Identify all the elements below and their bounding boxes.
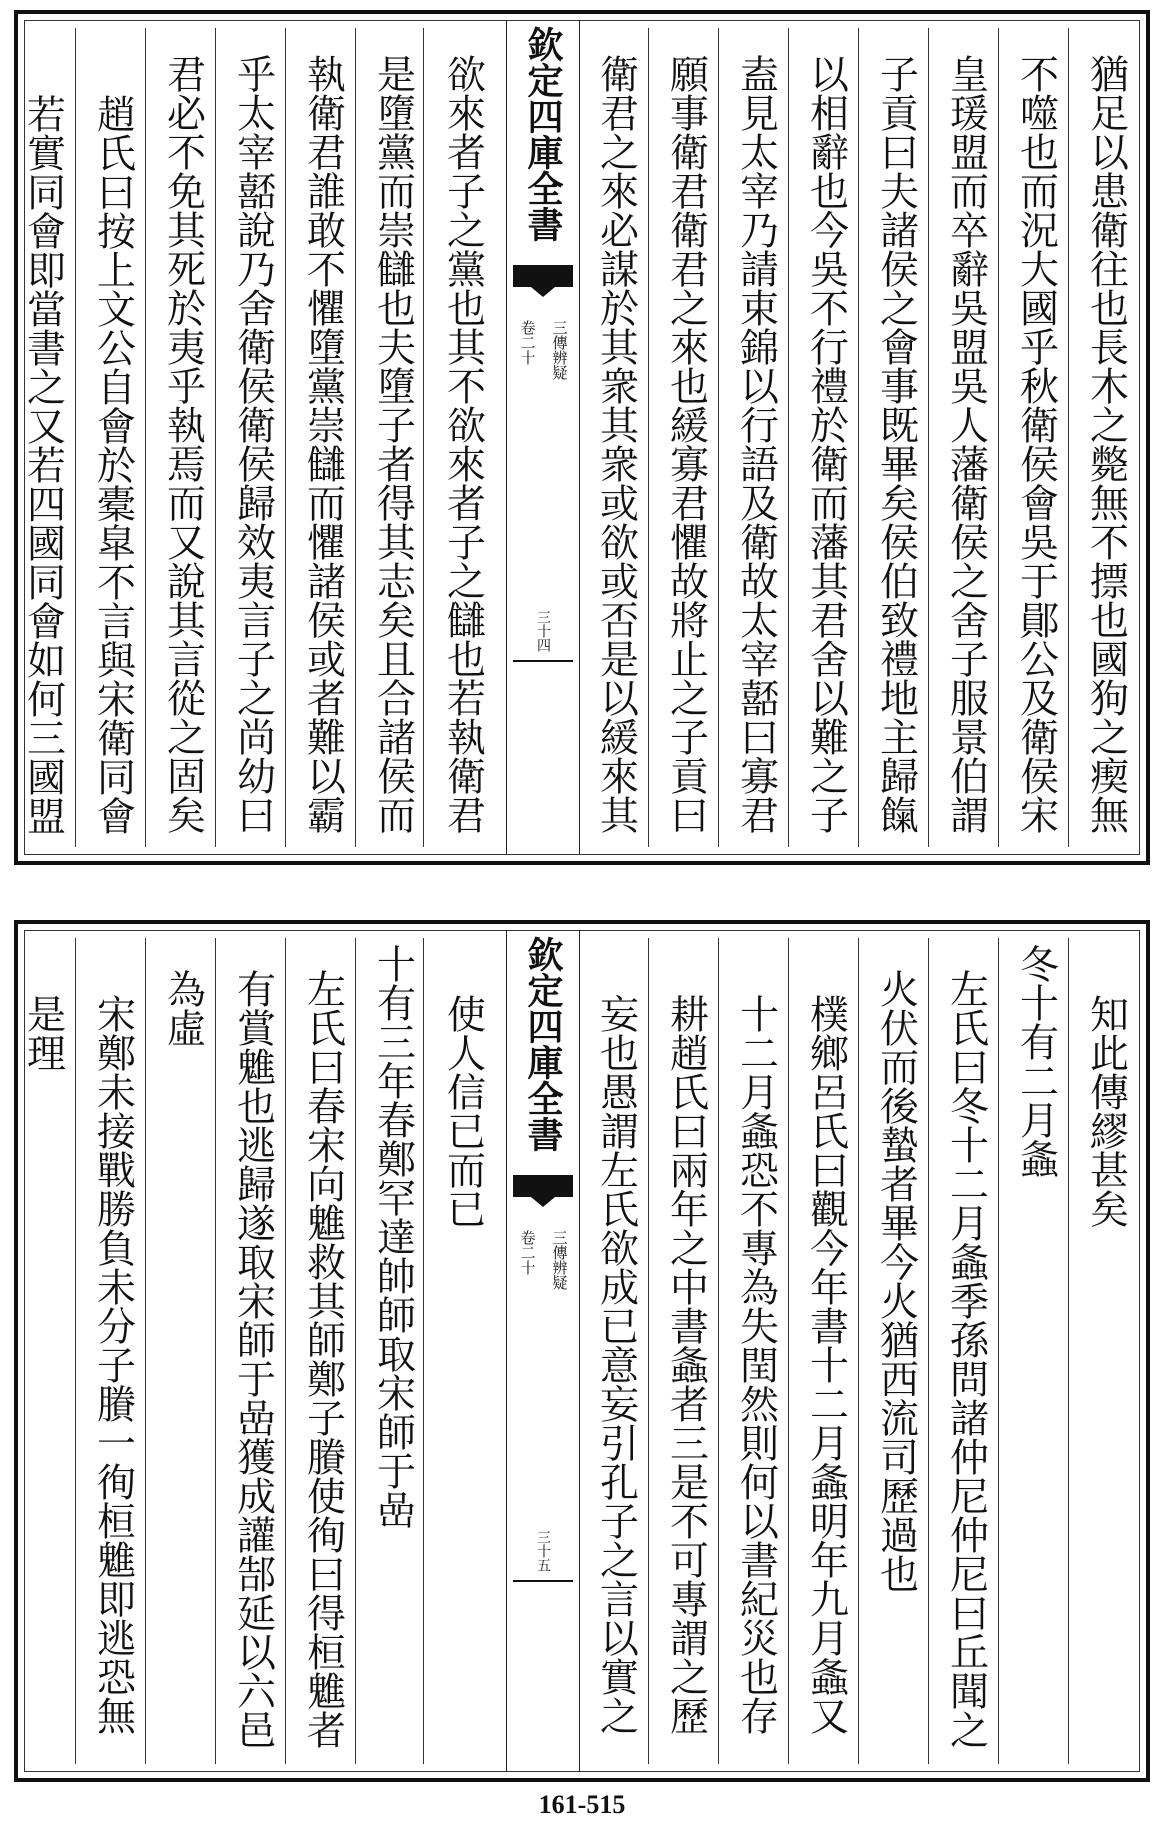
work-title: 三傳辨疑 (550, 1230, 569, 1290)
text-column: 是理 (20, 994, 66, 1072)
leaf-number: 三十四 (535, 610, 551, 652)
text-column: 欲來者子之黨也其不欲來者子之讎也若執衛君 (440, 54, 486, 834)
text-column: 是墮黨而崇讎也夫墮子者得其志矣且合諸侯而 (370, 54, 416, 834)
text-column: 君必不免其死於夷乎執焉而又說其言從之固矣 (160, 54, 206, 834)
text-column: 使人信已而已 (440, 994, 486, 1228)
text-column: 趙氏曰按上文公自會於橐皐不言與宋衛同會 (90, 94, 136, 835)
text-column: 為虛 (160, 969, 206, 1047)
work-title: 三傳辨疑 (550, 320, 569, 380)
chapter-label: 卷二十 (518, 320, 537, 365)
text-column: 火伏而後蟄者畢今火猶西流司歷過也 (873, 969, 919, 1593)
top-page-panel (14, 10, 1150, 865)
text-column: 十有三年春鄭罕達帥師取宋師于嵒 (370, 944, 416, 1529)
text-column: 有賞魋也逃歸遂取宋師于嵒獲成讙郜延以六邑 (230, 969, 276, 1749)
page-number: 161-515 (538, 1790, 626, 1819)
book-title: 欽定四庫全書 (522, 936, 564, 1152)
text-column: 宋鄭未接戰勝負未分子賸一徇桓魋即逃恐無 (90, 994, 136, 1735)
text-column: 猶足以患衛往也長木之斃無不摽也國狗之瘈無 (1083, 54, 1129, 834)
fishtail-lower (513, 1580, 573, 1592)
text-column: 左氏曰冬十二月螽季孫問諸仲尼仲尼曰丘聞之 (943, 969, 989, 1749)
text-column: 樸鄉呂氏曰觀今年書十二月螽明年九月螽又 (803, 994, 849, 1735)
text-column: 十二月螽恐不專為失閏然則何以書紀災也存 (733, 994, 779, 1735)
text-column: 冬十有二月螽 (1013, 944, 1059, 1178)
text-column: 執衛君誰敢不懼墮黨崇讎而懼諸侯或者難以霸 (300, 54, 346, 834)
text-column: 妄也愚謂左氏欲成已意妄引孔子之言以實之 (593, 994, 639, 1735)
center-gutter (506, 20, 580, 855)
book-title: 欽定四庫全書 (522, 26, 564, 242)
chapter-label: 卷二十 (518, 1230, 537, 1275)
text-column: 知此傳繆甚矣 (1083, 994, 1129, 1228)
text-column: 若實同會即當書之又若四國同會如何三國盟 (20, 94, 66, 835)
text-column: 左氏曰春宋向魋救其師鄭子賸使徇曰得桓魋者 (300, 969, 346, 1749)
text-column: 盍見太宰乃請束錦以行語及衛故太宰嚭曰寡君 (733, 54, 779, 834)
text-column: 子貢曰夫諸侯之會事既畢矣侯伯致禮地主歸餼 (873, 54, 919, 834)
center-gutter (506, 930, 580, 1772)
text-column: 以相辭也今吳不行禮於衛而藩其君舍以難之子 (803, 54, 849, 834)
text-column: 不噬也而況大國乎秋衛侯會吳于鄖公及衛侯宋 (1013, 54, 1059, 834)
text-column: 衛君之來必謀於其衆其衆或欲或否是以緩來其 (593, 54, 639, 834)
fishtail-upper (513, 265, 573, 287)
leaf-number: 三十五 (535, 1530, 551, 1572)
text-column: 皇瑗盟而卒辭吳盟吳人藩衛侯之舍子服景伯謂 (943, 54, 989, 834)
fishtail-upper (513, 1175, 573, 1197)
fishtail-lower (513, 660, 573, 672)
bottom-page-panel (14, 920, 1150, 1782)
text-column: 願事衛君衛君之來也緩寡君懼故將止之子貢曰 (663, 54, 709, 834)
text-column: 耕趙氏曰兩年之中書螽者三是不可專謂之歷 (663, 994, 709, 1735)
text-column: 乎太宰嚭說乃舍衛侯衛侯歸效夷言子之尚幼曰 (230, 54, 276, 834)
